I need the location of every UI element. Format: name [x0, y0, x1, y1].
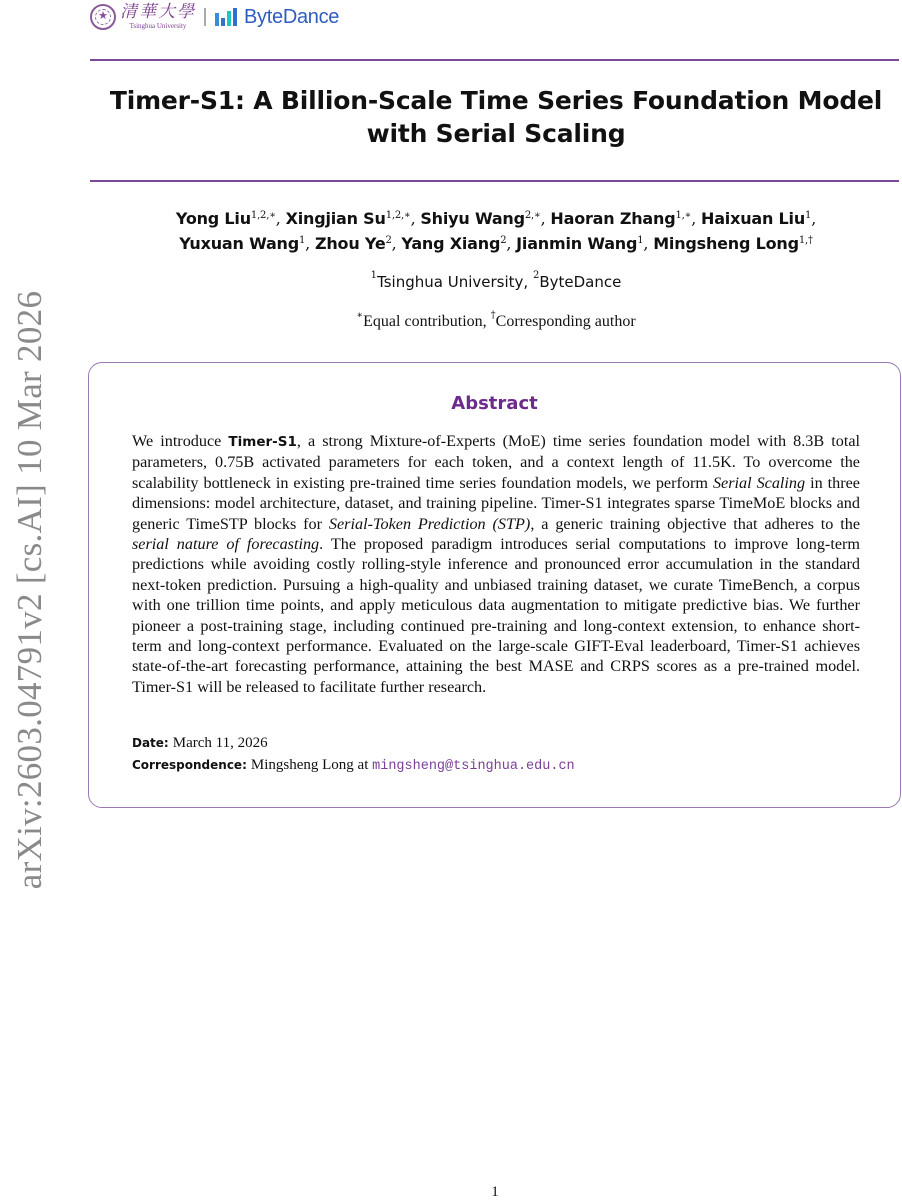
- author: Yang Xiang$^2$: [401, 234, 507, 253]
- author: Xingjian $Su^{1,2,∗}$: [285, 209, 411, 228]
- abstract-heading: Abstract: [451, 393, 538, 414]
- logo-divider: [204, 8, 206, 26]
- bytedance-wordmark: ByteDance: [244, 5, 340, 28]
- author: Mingsheng Long$^{1,\dagger}$: [653, 234, 813, 253]
- tsinghua-logo: [90, 4, 196, 30]
- author: Jianmin Wang$^1$: [516, 234, 644, 253]
- tsinghua-logo-english: Tsinghua University: [129, 22, 187, 30]
- bytedance-bars-icon: [215, 8, 239, 26]
- author-list: Yong Liu$^{1,2,∗}$, Xingjian $Su^{1,2,∗}$, Shiyu Wang$^{2,∗}$, Haoran Zhang$^{1,∗}$, Haixuan Liu$^1$, Yuxuan Wang$^1$, Zhou Ye$^2$, Yang Xiang$^2$, Jianmin Wang$^1$, Mingsheng Long$^{1,\dagger}$: [175, 209, 817, 253]
- paper-title: Timer-S1: A Billion-Scale Time Series Foundation Model with Serial Scaling: [109, 86, 883, 148]
- page-number: 1: [491, 1184, 499, 1200]
- title-rule-top: [90, 59, 899, 61]
- date-label: Date:: [132, 736, 169, 750]
- author-notes: ∗Equal contribution, †Corresponding author: [356, 310, 636, 330]
- correspondence-label: Correspondence:: [132, 758, 247, 772]
- title-rule-bottom: [90, 180, 899, 182]
- tsinghua-seal-icon: [90, 4, 116, 30]
- author: Haixuan Liu$^1$: [701, 209, 812, 228]
- abstract-box: [88, 362, 901, 808]
- author: Yong Liu$^{1,2,∗}$: [175, 209, 276, 228]
- author: Zhou Ye$^2$: [314, 234, 392, 253]
- arxiv-identifier-stamp: arXiv:2603.04791v2 [cs.AI] 10 Mar 2026: [10, 290, 49, 890]
- date-line: [132, 735, 268, 752]
- abstract-text: We introduce Timer-S1, a strong Mixture-of-Experts (MoE) time series foundation model with 8.3B total parameters, 0.75B activated parameters for each token, and a context length of 11.5K. To overcome the scalability bottleneck in existing pre-trained time series foundation models, we perform Serial Scaling in three dimensions: model architecture, dataset, and training pipeline. Timer-S1 integrates sparse TimeMoE blocks and generic TimeSTP blocks for Serial-Token Prediction (STP), a generic training objective that adheres to the serial nature of forecasting. The proposed paradigm introduces serial computations to improve long-term predictions while avoiding costly rolling-style inference and pronounced error accumulation in the standard next-token prediction. Pursuing a high-quality and unbiased training dataset, we curate TimeBench, a corpus with one trillion time points, and apply meticulous data augmentation to mitigate predictive bias. We further pioneer a post-training stage, including continued pre-training and long-context extension, to enhance short-term and long-context performance. Evaluated on the large-scale GIFT-Eval leaderboard, Timer-S1 achieves state-of-the-art forecasting performance, attaining the best MASE and CRPS scores as a pre-trained model. Timer-S1 will be released to facilitate further research.: [132, 432, 861, 696]
- author: Haoran Zhang$^{1,∗}$: [550, 209, 692, 228]
- author: Yuxuan Wang$^1$: [179, 234, 306, 253]
- correspondence-line: Correspondence: Mingsheng Long at mingsheng@tsinghua.edu.cn: [132, 757, 575, 774]
- header-logos: [90, 2, 339, 32]
- affiliations: $^1$Tsinghua University, $^2$ByteDance: [370, 270, 622, 291]
- bytedance-logo: [215, 6, 339, 29]
- date-value: March 11, 2026: [172, 735, 268, 751]
- correspondence-email-link[interactable]: mingsheng@tsinghua.edu.cn: [372, 759, 575, 774]
- tsinghua-logo-chinese: 清華大學: [120, 2, 196, 22]
- author: Shiyu Wang$^{2,∗}$: [420, 209, 541, 228]
